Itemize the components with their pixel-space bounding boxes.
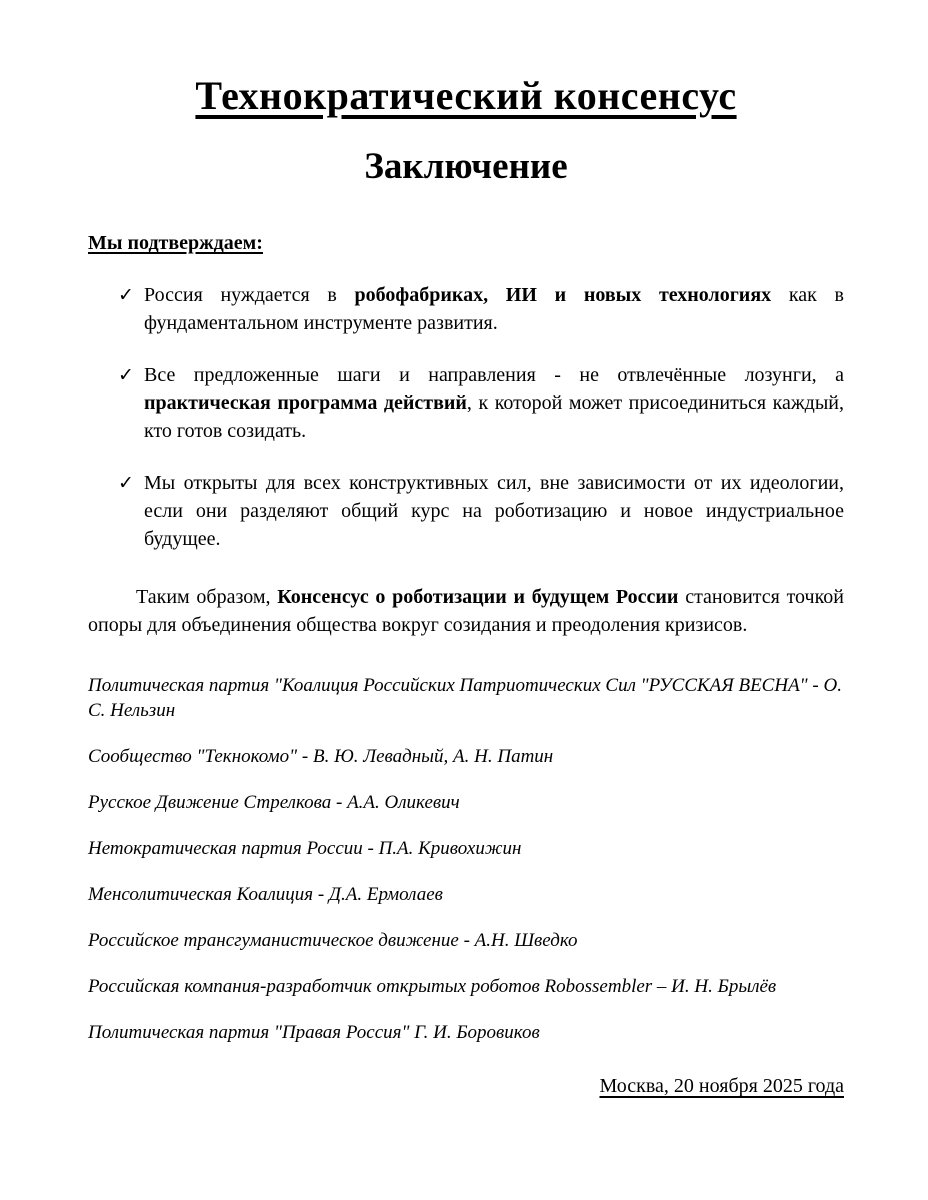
signatory-8: Политическая партия "Правая Россия" Г. И. Боровиков [88,1022,540,1043]
closing-suffix: становится точкой опоры для объединения общества вокруг созидания и преодоления кризисов. [88,586,844,636]
document-subtitle: Заключение [364,146,568,187]
bullet-2-suffix: , к которой может присоединиться каждый, кто готов созидать. [144,392,844,442]
bullet-3-prefix: Мы открыты для всех конструктивных сил, вне зависимости от их идеологии, если они разделяют общий курс на роботизацию и новое индустриальное будущее. [144,472,844,550]
bullet-text-2 [144,361,844,445]
closing-prefix: Таким образом, [136,586,278,608]
checkmark-icon: ✓ [118,364,134,386]
bullet-list [88,281,844,553]
signatory-7: Российская компания-разработчик открытых роботов Robossembler – И. Н. Брылёв [88,976,777,997]
bullet-item-1 [118,281,844,337]
checkmark-icon: ✓ [118,472,134,494]
checkmark-icon: ✓ [118,284,134,306]
section-heading: Мы подтверждаем: [88,232,263,254]
dateline-text: Москва, 20 ноября 2025 года [599,1075,844,1097]
bullet-item-2 [118,361,844,445]
document-title: Технократический консенсус [195,73,737,118]
dateline [88,1075,844,1098]
bullet-text-1 [144,281,844,337]
signatory-list [88,673,844,1045]
bullet-text-3 [144,469,844,553]
signatory-5: Менсолитическая Коалиция - Д.А. Ермолаев [88,884,443,905]
bullet-1-prefix: Россия нуждается в [144,284,355,306]
bullet-2-bold: практическая программа действий [144,392,467,414]
bullet-1-suffix: как в фундаментальном инструменте развития. [144,284,844,334]
signatory-4: Нетократическая партия России - П.А. Кривохижин [88,838,522,859]
signatory-2: Сообщество "Текнокомо" - В. Ю. Левадный, А. Н. Патин [88,746,554,767]
bullet-2-prefix: Все предложенные шаги и направления - не отвлечённые лозунги, а [144,364,844,386]
bullet-1-bold: робофабриках, ИИ и новых технологиях [354,284,772,306]
closing-paragraph [88,583,844,639]
bullet-item-3 [118,469,844,553]
signatory-6: Российское трансгуманистическое движение - А.Н. Шведко [88,930,578,951]
signatory-1: Политическая партия "Коалиция Российских Патриотических Сил "РУССКАЯ ВЕСНА" - О. С. Нельзин [88,675,842,721]
signatory-3: Русское Движение Стрелкова - А.А. Оликевич [88,792,460,813]
closing-bold: Консенсус о роботизации и будущем России [277,586,679,608]
